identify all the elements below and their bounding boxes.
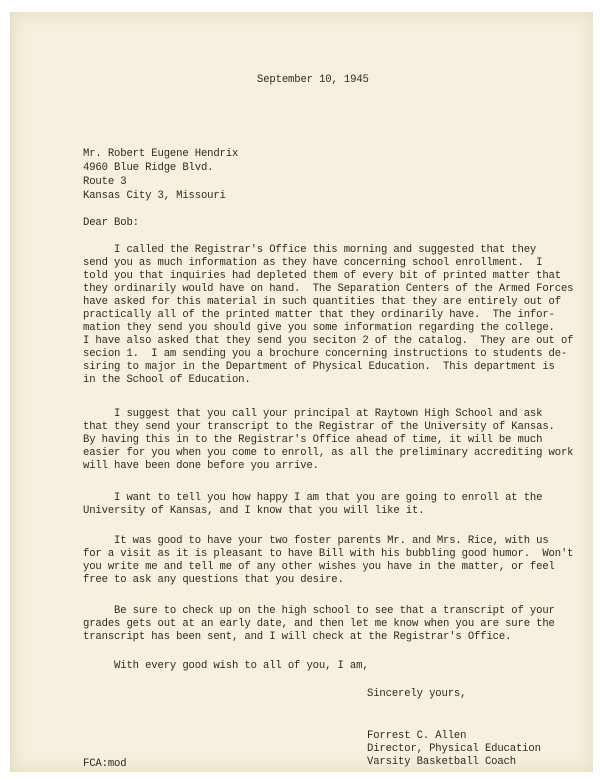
paragraph-6: [83, 660, 369, 673]
paragraph-line: I want to tell you how happy I am that you are going to enroll at the: [83, 492, 543, 504]
signature-role: Varsity Basketball Coach: [367, 756, 516, 768]
paragraph-line: practically all of the printed matter that they ordinarily have. The infor-: [83, 309, 555, 321]
paragraph-line: told you that inquiries had depleted them of every bit of printed matter that: [83, 270, 561, 282]
recipient-line-route: Route 3: [83, 176, 127, 188]
paragraph-1: [83, 244, 573, 387]
paragraph-line: siring to major in the Department of Physical Education. This department is: [83, 361, 555, 373]
paragraph-line: secion 1. I am sending you a brochure concerning instructions to students de-: [83, 348, 568, 360]
paragraph-line: University of Kansas, and I know that you will like it.: [83, 505, 425, 517]
paragraph-line: send you as much information as they have concerning school enrollment. I: [83, 257, 543, 269]
recipient-line-city: Kansas City 3, Missouri: [83, 190, 226, 202]
paragraph-line: By having this in to the Registrar's Office ahead of time, it will be much: [83, 434, 543, 446]
paragraph-line: free to ask any questions that you desire.: [83, 574, 344, 586]
typist-initials: FCA:mod: [83, 758, 127, 770]
paragraph-line: for a visit as it is pleasant to have Bill with his bubbling good humor. Won't: [83, 548, 574, 560]
paragraph-line: that they send your transcript to the Registrar of the University of Kansas.: [83, 421, 555, 433]
recipient-line-name: Mr. Robert Eugene Hendrix: [83, 148, 239, 160]
paragraph-line: have asked for this material in such quantities that they are entirely out of: [83, 296, 561, 308]
paragraph-3: [83, 492, 542, 518]
recipient-line-street: 4960 Blue Ridge Blvd.: [83, 162, 214, 174]
paragraph-line: will have been done before you arrive.: [83, 460, 319, 472]
paragraph-line: mation they send you should give you some information regarding the college.: [83, 322, 555, 334]
paragraph-line: easier for you when you come to enroll, as all the preliminary accrediting work: [83, 447, 574, 459]
paragraph-line: With every good wish to all of you, I am,: [83, 660, 369, 672]
paragraph-line: you write me and tell me of any other wishes you have in the matter, or feel: [83, 561, 555, 573]
paragraph-line: I have also asked that they send you seciton 2 of the catalog. They are out of: [83, 335, 574, 347]
paragraph-line: they ordinarily would have on hand. The Separation Centers of the Armed Forces: [83, 283, 574, 295]
paragraph-line: Be sure to check up on the high school to see that a transcript of your: [83, 605, 555, 617]
letter-page: [10, 12, 593, 772]
paragraph-line: grades gets out at an early date, and then let me know when you are sure the: [83, 618, 555, 630]
paragraph-line: I suggest that you call your principal at Raytown High School and ask: [83, 408, 543, 420]
paragraph-line: in the School of Education.: [83, 374, 251, 386]
letter-date: September 10, 1945: [257, 74, 369, 86]
paragraph-line: I called the Registrar's Office this morning and suggested that they: [83, 244, 537, 256]
signature-name: Forrest C. Allen: [367, 730, 467, 742]
paragraph-line: transcript has been sent, and I will check at the Registrar's Office.: [83, 631, 512, 643]
signature-title: Director, Physical Education: [367, 743, 541, 755]
salutation: Dear Bob:: [83, 217, 139, 229]
paragraph-4: [83, 535, 573, 587]
closing: Sincerely yours,: [367, 688, 467, 700]
paragraph-2: [83, 408, 573, 473]
paragraph-5: [83, 605, 555, 644]
paragraph-line: It was good to have your two foster parents Mr. and Mrs. Rice, with us: [83, 535, 549, 547]
